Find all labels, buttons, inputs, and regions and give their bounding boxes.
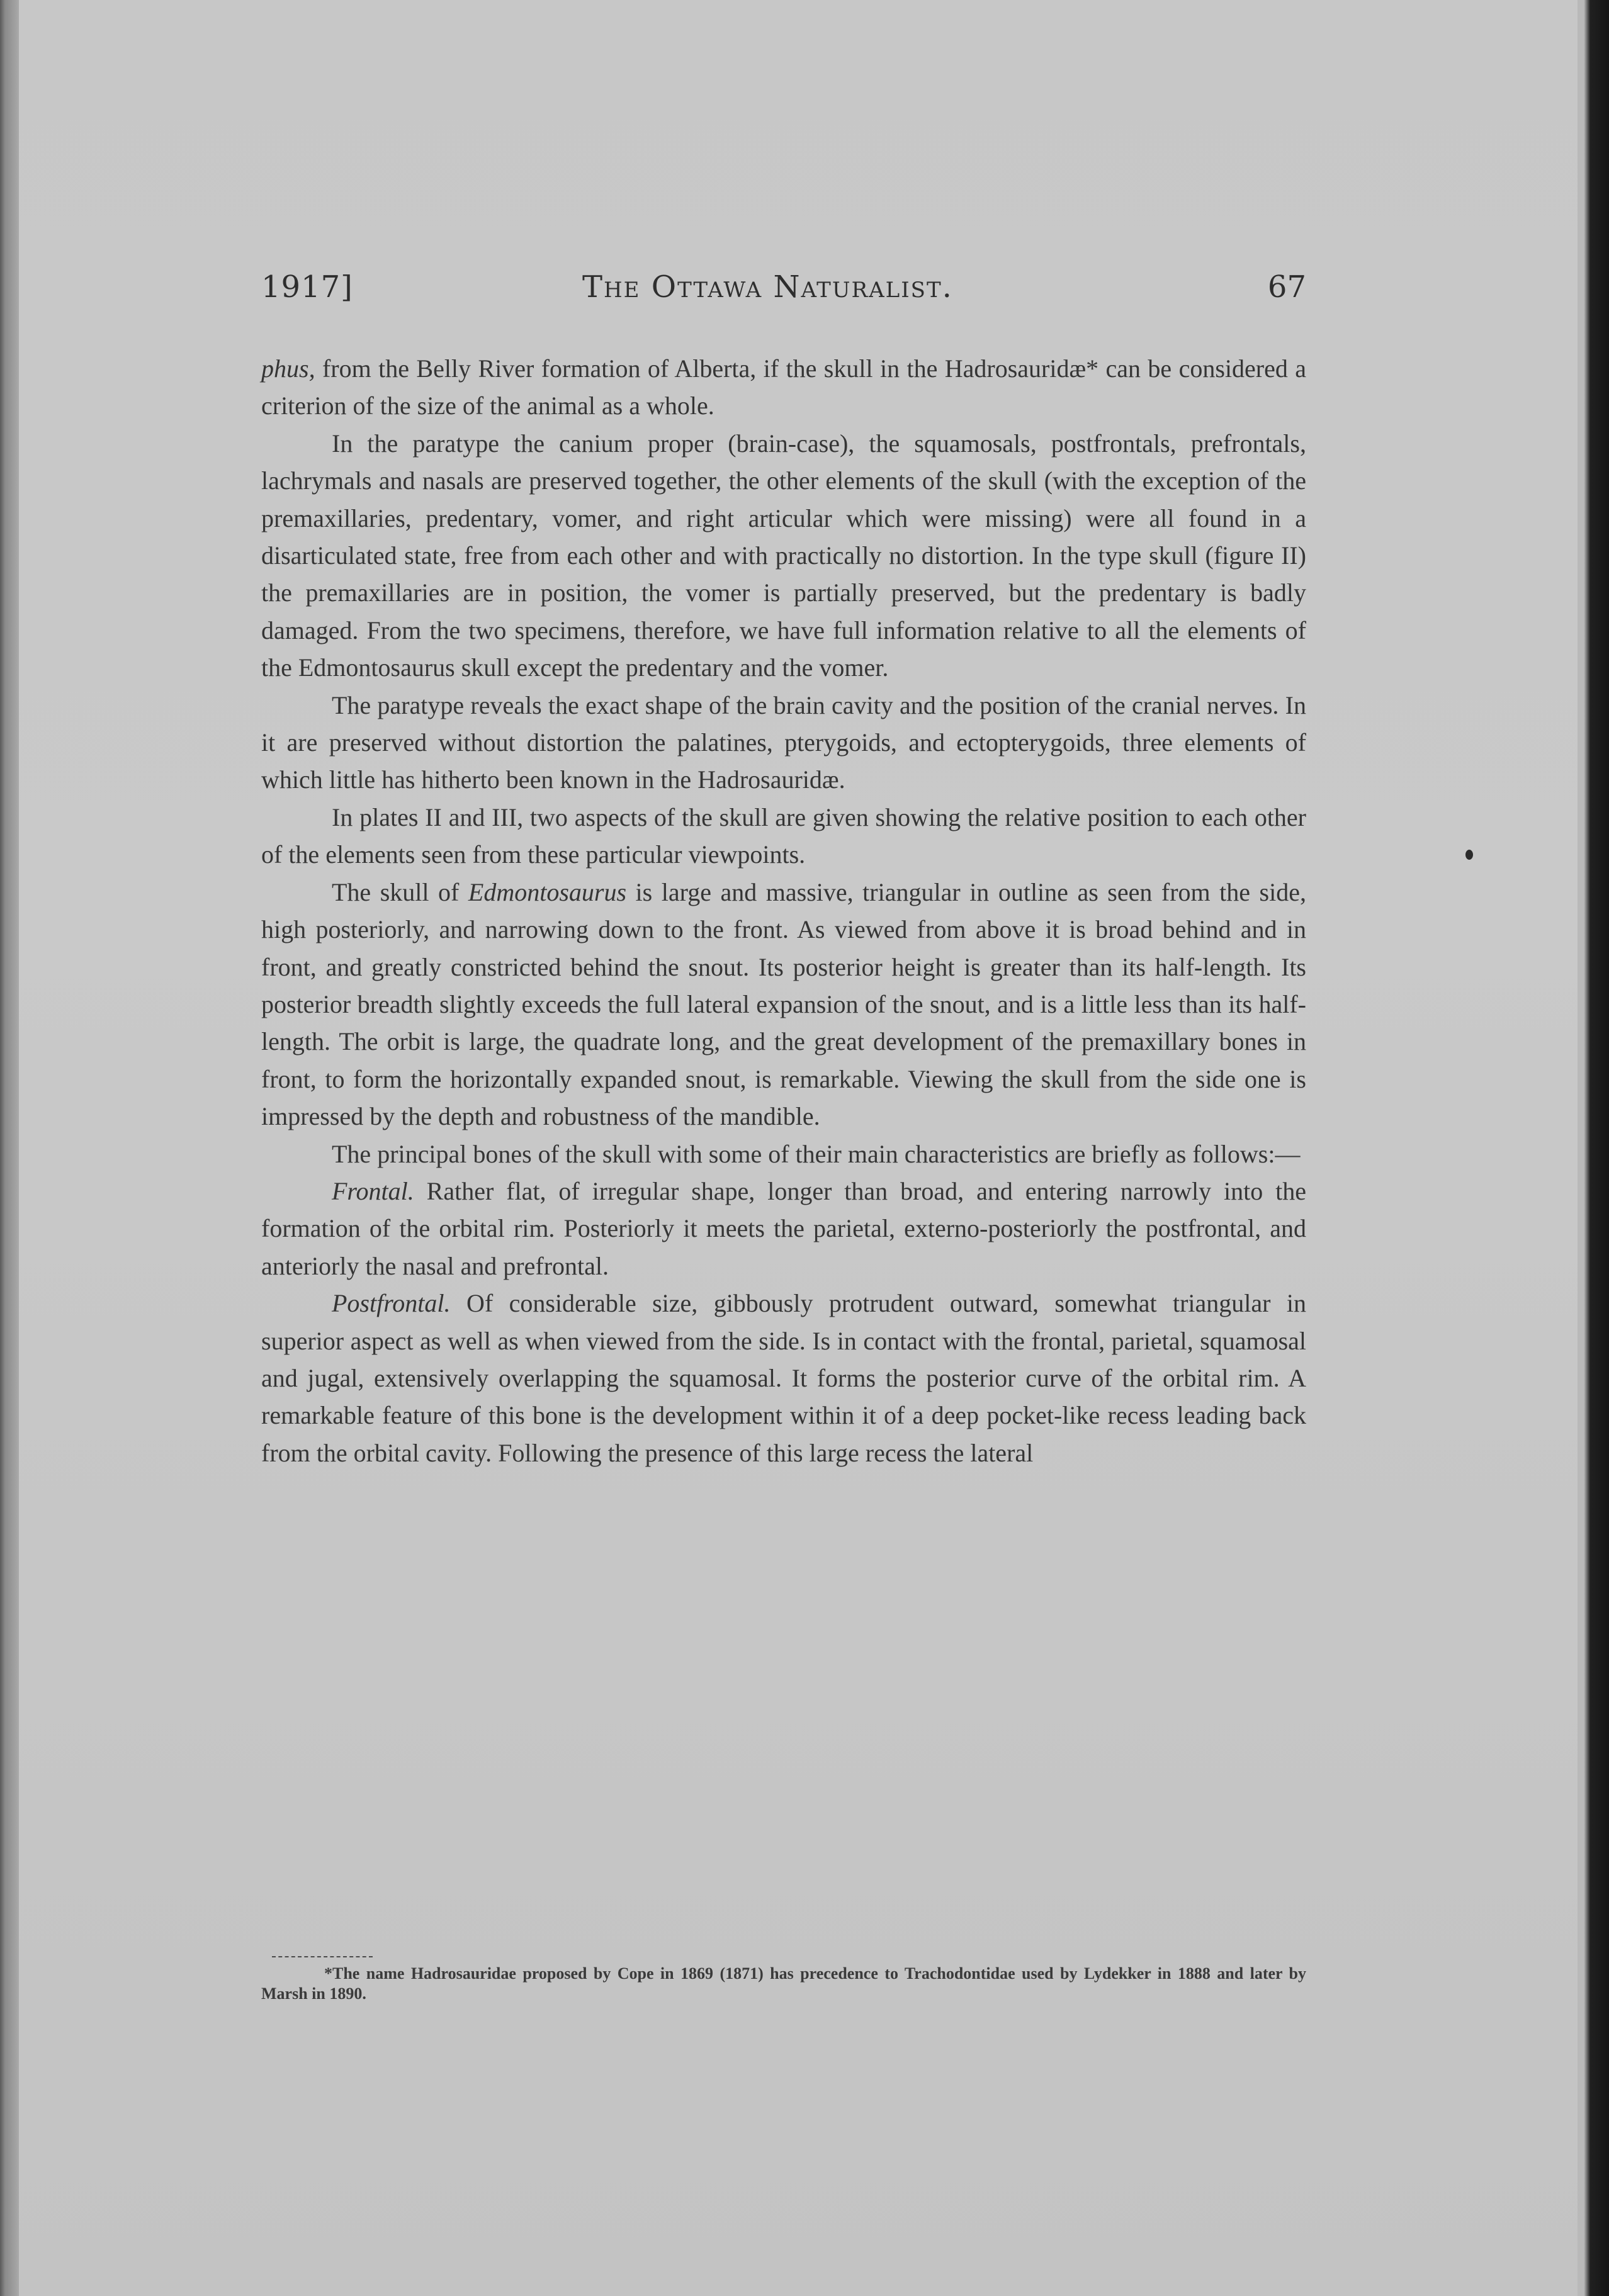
paragraph-text: The skull of — [332, 877, 468, 906]
running-head — [261, 269, 1306, 313]
footnote: *The name Hadrosauridae proposed by Cope in 1869 (1871) has precedence to Trachodontidae used by Lydekker in 1888 and later by Marsh in 1890. — [261, 1964, 1306, 2003]
paragraph-text: Rather flat, of irregular shape, longer than broad, and entering narrowly into the formation of the orbital rim. Posteriorly it meets the parietal, externo-posteriorly the postfrontal, and anteriorly the nasal and prefrontal. — [261, 1176, 1306, 1280]
page-number: 67 — [1267, 269, 1306, 305]
paragraph-frontal — [261, 1173, 1306, 1285]
paragraph-brain-cavity: The paratype reveals the exact shape of the brain cavity and the position of the cranial nerves. In it are preserved without distortion the palatines, pterygoids, and ectopterygoids, three elements of which little has hitherto been known in the Hadrosauridæ. — [261, 690, 1306, 794]
scan-left-edge — [0, 0, 19, 2296]
running-head-year: 1917] — [261, 269, 353, 305]
scan-right-edge — [1584, 0, 1609, 2296]
running-head-title: The Ottawa Naturalist. — [582, 269, 953, 305]
paragraph-plates: In plates II and III, two aspects of the skull are given showing the relative position to each other of the elements seen from these particular viewpoints. — [261, 802, 1306, 869]
footnote-rule — [272, 1956, 373, 1957]
paragraph-text: is large and massive, triangular in outline as seen from the side, high posteriorly, and narrowing down to the front. As viewed from above it is broad behind and in front, and greatly constricted behind the snout. Its posterior height is greater than its half-length. Its posterior breadth slightly exceeds the full lateral expansion of the snout, and is a little less than its half-length. The orbit is large, the quadrate long, and the great development of the premaxillary bones in front, to form the horizontally expanded snout, is remarkable. Viewing the skull from the side one is impressed by the depth and robustness of the mandible. — [261, 877, 1306, 1131]
genus-name: Edmontosaurus — [468, 877, 627, 906]
paragraph-text: from the Belly River formation of Alberta, if the skull in the Hadrosauridæ* can be considered a criterion of the size of the animal as a whole. — [261, 354, 1306, 420]
bone-heading-postfrontal: Postfrontal. — [332, 1289, 451, 1318]
italic-fragment: phus, — [261, 354, 315, 383]
bone-heading-frontal: Frontal. — [332, 1176, 414, 1205]
paragraph-text: Of considerable size, gibbously protrudent outward, somewhat triangular in superior aspect as well as when viewed from the side. Is in contact with the frontal, parietal, squamosal and jugal, extensively overlapping the squamosal. It forms the posterior curve of the orbital rim. A remarkable feature of this bone is the development within it of a deep pocket-like recess leading back from the orbital cavity. Following the presence of this large recess the lateral — [261, 1289, 1306, 1467]
paragraph-principal-bones: The principal bones of the skull with some of their main characteristics are briefly as follows:— — [332, 1139, 1301, 1168]
paragraph-postfrontal — [261, 1285, 1306, 1472]
margin-ink-mark — [1465, 850, 1473, 860]
body-text — [261, 350, 1306, 1472]
paragraph-continuation — [261, 350, 1306, 425]
paragraph-paratype: In the paratype the canium proper (brain-case), the squamosals, postfrontals, prefrontals, lachrymals and nasals are preserved together, the other elements of the skull (with the exception of the premaxillaries, predentary, vomer, and right articular which were missing) were all found in a disarticulated state, free from each other and with practically no distortion. In the type skull (figure II) the premaxillaries are in position, the vomer is partially preserved, but the predentary is badly damaged. From the two specimens, therefore, we have full information relative to all the elements of the Edmontosaurus skull except the predentary and the vomer. — [261, 429, 1306, 682]
paragraph-skull-description — [261, 874, 1306, 1135]
